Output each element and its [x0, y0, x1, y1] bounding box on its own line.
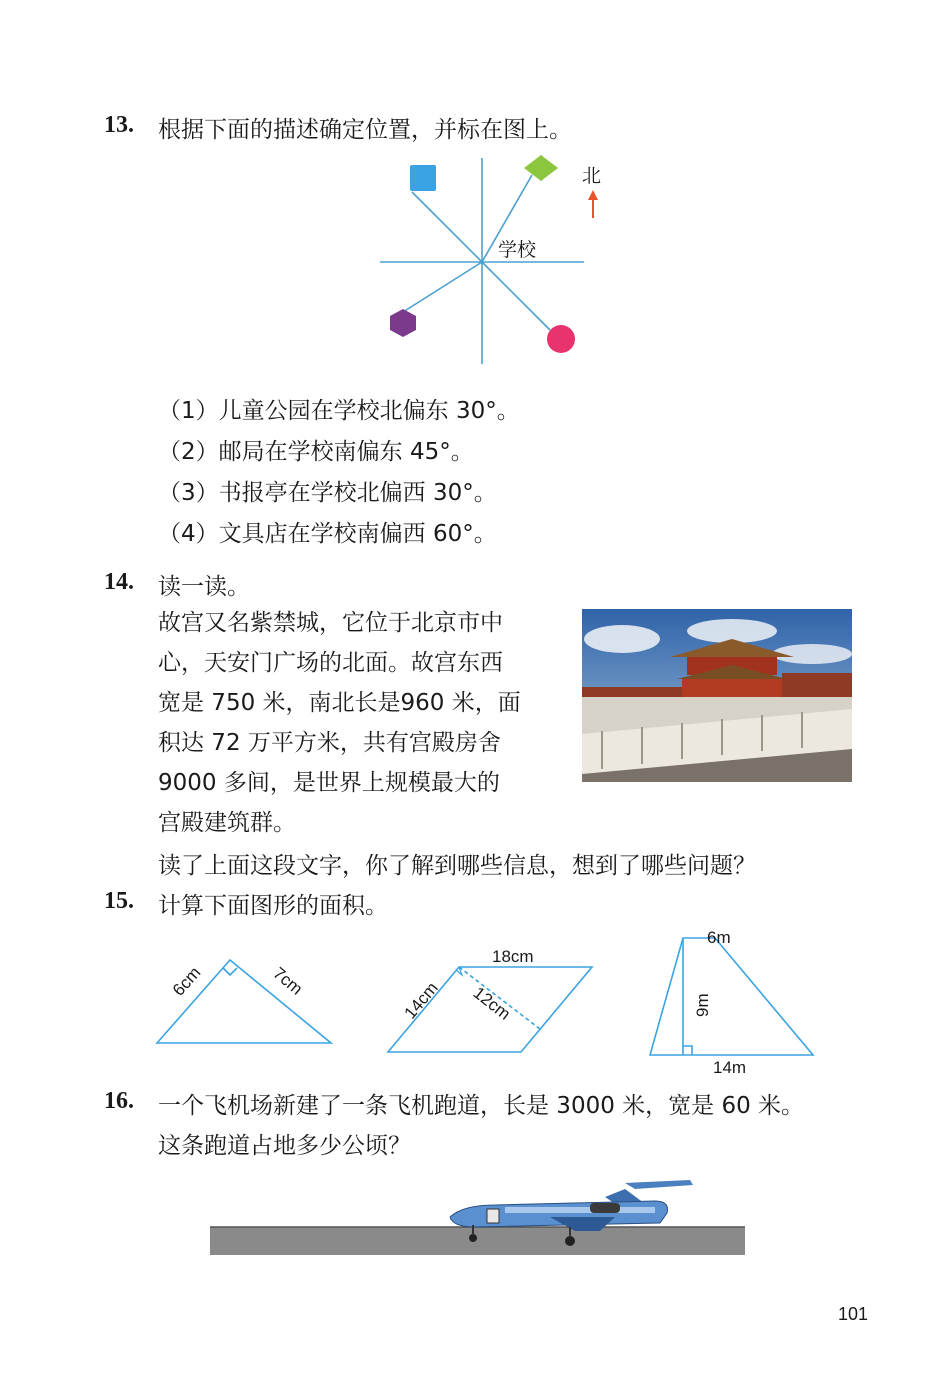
- ray-sw: [403, 262, 482, 312]
- right-angle-mark: [223, 968, 237, 975]
- trapezoid-top: 6m: [707, 928, 731, 947]
- trapezoid-bottom: 14m: [713, 1058, 747, 1077]
- q14-question: 读了上面这段文字，你了解到哪些信息，想到了哪些问题？: [158, 853, 756, 879]
- trapezoid-right-angle: [683, 1046, 692, 1055]
- direction-diagram: [370, 150, 620, 375]
- area-figures: [150, 925, 840, 1080]
- q13-prompt: 根据下面的描述确定位置，并标在图上。: [158, 117, 572, 143]
- q14-line: 宫殿建筑群。: [158, 810, 296, 836]
- q16-line-1: 一个飞机场新建了一条飞机跑道，长是 3000 米，宽是 60 米。: [158, 1093, 805, 1119]
- q16-line-2: 这条跑道占地多少公顷？: [158, 1133, 411, 1159]
- trapezoid-shape: [650, 938, 813, 1055]
- trapezoid-height-label: 9m: [693, 993, 712, 1017]
- triangle-side-a: 6cm: [168, 963, 205, 1000]
- ray-se: [482, 262, 550, 330]
- q13-item-4: （4）文具店在学校南偏西 60°。: [158, 521, 497, 547]
- school-label: 学校: [498, 240, 537, 261]
- q13-item-2: （2）邮局在学校南偏东 45°。: [158, 439, 474, 465]
- runway: [210, 1227, 745, 1255]
- triangle-side-b: 7cm: [269, 963, 307, 999]
- q14-line: 9000 多间，是世界上规模最大的: [158, 770, 500, 796]
- q13-number: 13.: [104, 112, 134, 138]
- runway-illustration: [205, 1175, 750, 1263]
- diamond-marker: [524, 155, 558, 181]
- parallelogram-side: 14cm: [400, 978, 442, 1023]
- circle-marker: [547, 325, 575, 353]
- north-label: 北: [582, 166, 602, 187]
- q14-line: 心，天安门广场的北面。故宫东西: [158, 650, 503, 676]
- q14-passage: [158, 603, 568, 843]
- q14-line: 故宫又名紫禁城，它位于北京市中: [158, 610, 503, 636]
- north-arrow-icon: [588, 190, 598, 200]
- q13-item-3: （3）书报亭在学校北偏西 30°。: [158, 480, 497, 506]
- q15-number: 15.: [104, 888, 134, 914]
- q16-number: 16.: [104, 1088, 134, 1114]
- q14-title: 读一读。: [158, 574, 250, 600]
- palace-photo: [582, 609, 852, 782]
- q13-item-1: （1）儿童公园在学校北偏东 30°。: [158, 398, 520, 424]
- parallelogram-top: 18cm: [492, 947, 534, 966]
- q15-prompt: 计算下面图形的面积。: [158, 893, 388, 919]
- q14-line: 宽是 750 米，南北长是960 米，面: [158, 690, 521, 716]
- hexagon-marker: [390, 309, 416, 337]
- q14-number: 14.: [104, 569, 134, 595]
- parallelogram-height-label: 12cm: [469, 983, 514, 1024]
- q14-line: 积达 72 万平方米，共有宫殿房舍: [158, 730, 501, 756]
- page-number: 101: [838, 1304, 869, 1324]
- ray-nw: [412, 192, 482, 262]
- square-marker: [410, 165, 436, 191]
